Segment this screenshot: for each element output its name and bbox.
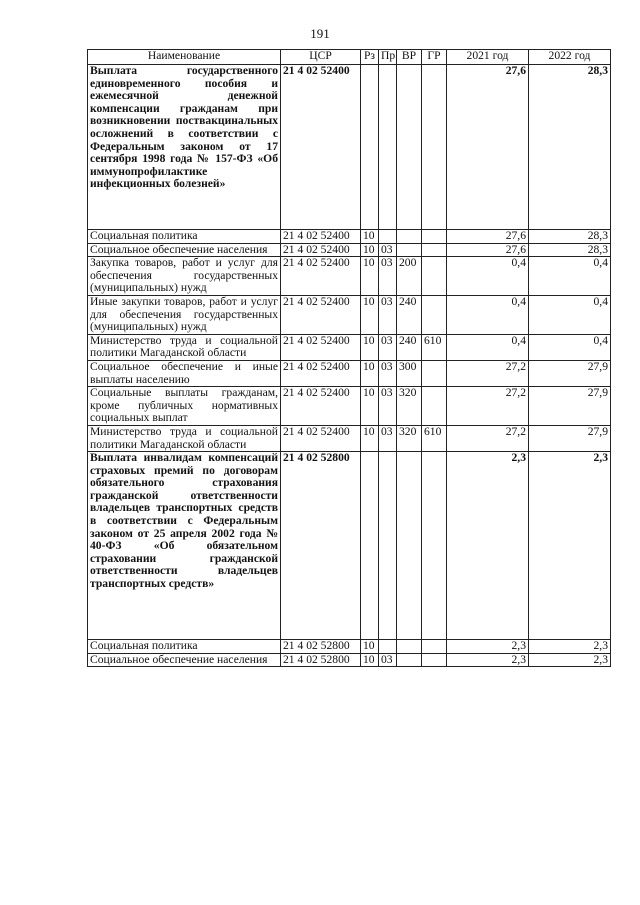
cell-2022: 28,3 (529, 65, 611, 230)
cell-csr: 21 4 02 52400 (281, 334, 361, 360)
table-row (88, 360, 611, 386)
cell-2021: 2,3 (447, 653, 529, 667)
cell-csr: 21 4 02 52400 (281, 425, 361, 451)
cell-pr (379, 452, 397, 640)
cell-2021: 2,3 (447, 452, 529, 640)
cell-2022: 27,9 (529, 360, 611, 386)
cell-pr (379, 640, 397, 654)
cell-name: Министерство труда и социальной политики Магаданской области (88, 425, 281, 451)
cell-csr: 21 4 02 52800 (281, 653, 361, 667)
cell-gr (422, 653, 447, 667)
cell-2021: 27,2 (447, 387, 529, 426)
cell-gr (422, 257, 447, 296)
cell-rz: 10 (361, 653, 379, 667)
cell-csr: 21 4 02 52800 (281, 640, 361, 654)
header-csr: ЦСР (281, 50, 361, 65)
cell-csr: 21 4 02 52400 (281, 65, 361, 230)
cell-gr (422, 295, 447, 334)
table-row (88, 452, 611, 640)
header-pr: Пр (379, 50, 397, 65)
table-row (88, 640, 611, 654)
table-row (88, 65, 611, 230)
cell-csr: 21 4 02 52400 (281, 243, 361, 257)
cell-2022: 0,4 (529, 295, 611, 334)
cell-name: Министерство труда и социальной политики Магаданской области (88, 334, 281, 360)
cell-pr: 03 (379, 653, 397, 667)
cell-csr: 21 4 02 52400 (281, 230, 361, 244)
header-rz: Рз (361, 50, 379, 65)
cell-pr: 03 (379, 295, 397, 334)
cell-vr: 200 (397, 257, 422, 296)
cell-gr (422, 452, 447, 640)
table-row (88, 387, 611, 426)
cell-pr: 03 (379, 243, 397, 257)
cell-2022: 2,3 (529, 640, 611, 654)
cell-rz: 10 (361, 640, 379, 654)
cell-name: Социальная политика (88, 230, 281, 244)
table-row (88, 295, 611, 334)
cell-vr (397, 640, 422, 654)
cell-pr (379, 230, 397, 244)
cell-gr (422, 230, 447, 244)
cell-pr: 03 (379, 334, 397, 360)
cell-vr (397, 452, 422, 640)
cell-rz: 10 (361, 334, 379, 360)
header-name: Наименование (88, 50, 281, 65)
cell-gr (422, 243, 447, 257)
cell-2021: 27,2 (447, 425, 529, 451)
cell-gr (422, 65, 447, 230)
cell-pr: 03 (379, 360, 397, 386)
cell-2022: 2,3 (529, 452, 611, 640)
cell-vr (397, 243, 422, 257)
cell-rz: 10 (361, 387, 379, 426)
cell-2022: 28,3 (529, 230, 611, 244)
cell-vr (397, 230, 422, 244)
cell-rz (361, 452, 379, 640)
cell-rz: 10 (361, 360, 379, 386)
cell-vr: 240 (397, 295, 422, 334)
cell-gr: 610 (422, 334, 447, 360)
table-row (88, 230, 611, 244)
cell-rz: 10 (361, 230, 379, 244)
table-row (88, 425, 611, 451)
cell-2022: 0,4 (529, 334, 611, 360)
cell-2021: 0,4 (447, 257, 529, 296)
cell-vr: 320 (397, 425, 422, 451)
cell-name: Закупка товаров, работ и услуг для обеспечения государственных (муниципальных) нужд (88, 257, 281, 296)
cell-pr: 03 (379, 257, 397, 296)
table-row (88, 257, 611, 296)
cell-rz: 10 (361, 295, 379, 334)
page-number: 191 (310, 26, 330, 41)
header-2021: 2021 год (447, 50, 529, 65)
cell-name: Социальное обеспечение населения (88, 653, 281, 667)
cell-vr: 320 (397, 387, 422, 426)
cell-csr: 21 4 02 52400 (281, 257, 361, 296)
cell-name: Социальное обеспечение населения (88, 243, 281, 257)
cell-2021: 27,6 (447, 65, 529, 230)
cell-gr (422, 387, 447, 426)
cell-2022: 2,3 (529, 653, 611, 667)
cell-2021: 2,3 (447, 640, 529, 654)
cell-2021: 0,4 (447, 295, 529, 334)
table-row (88, 334, 611, 360)
cell-gr (422, 360, 447, 386)
cell-name: Социальная политика (88, 640, 281, 654)
cell-2022: 28,3 (529, 243, 611, 257)
table-row (88, 653, 611, 667)
header-2022: 2022 год (529, 50, 611, 65)
cell-vr: 240 (397, 334, 422, 360)
cell-2022: 0,4 (529, 257, 611, 296)
cell-2022: 27,9 (529, 387, 611, 426)
cell-name: Выплата государственного единовременного пособия и ежемесячной денежной компенсации гражданам при возникновении поствакцинальных осложнений в соответствии с Федеральным законом от 17 сентября 1998 года № 157-ФЗ «Об иммунопрофилактике инфекционных болезней» (88, 65, 281, 230)
header-gr: ГР (422, 50, 447, 65)
header-row (88, 50, 611, 65)
cell-vr (397, 65, 422, 230)
cell-gr (422, 640, 447, 654)
cell-pr: 03 (379, 425, 397, 451)
cell-vr: 300 (397, 360, 422, 386)
budget-table (87, 49, 611, 667)
cell-pr: 03 (379, 387, 397, 426)
cell-rz (361, 65, 379, 230)
cell-rz: 10 (361, 243, 379, 257)
cell-csr: 21 4 02 52800 (281, 452, 361, 640)
cell-name: Иные закупки товаров, работ и услуг для обеспечения государственных (муниципальных) нужд (88, 295, 281, 334)
cell-name: Выплата инвалидам компенсаций страховых премий по договорам обязательного страхования гражданской ответственности владельцев транспортных средств в соответствии с Федеральным законом от 25 апреля 2002 года № 40-ФЗ «Об обязательном страховании гражданской ответственности владельцев транспортных средств» (88, 452, 281, 640)
header-vr: ВР (397, 50, 422, 65)
cell-rz: 10 (361, 425, 379, 451)
cell-name: Социальное обеспечение и иные выплаты населению (88, 360, 281, 386)
cell-rz: 10 (361, 257, 379, 296)
cell-gr: 610 (422, 425, 447, 451)
cell-2021: 0,4 (447, 334, 529, 360)
cell-csr: 21 4 02 52400 (281, 295, 361, 334)
cell-2021: 27,2 (447, 360, 529, 386)
cell-csr: 21 4 02 52400 (281, 387, 361, 426)
cell-vr (397, 653, 422, 667)
cell-2021: 27,6 (447, 230, 529, 244)
cell-pr (379, 65, 397, 230)
cell-2021: 27,6 (447, 243, 529, 257)
cell-2022: 27,9 (529, 425, 611, 451)
cell-name: Социальные выплаты гражданам, кроме публичных нормативных социальных выплат (88, 387, 281, 426)
table-row (88, 243, 611, 257)
cell-csr: 21 4 02 52400 (281, 360, 361, 386)
